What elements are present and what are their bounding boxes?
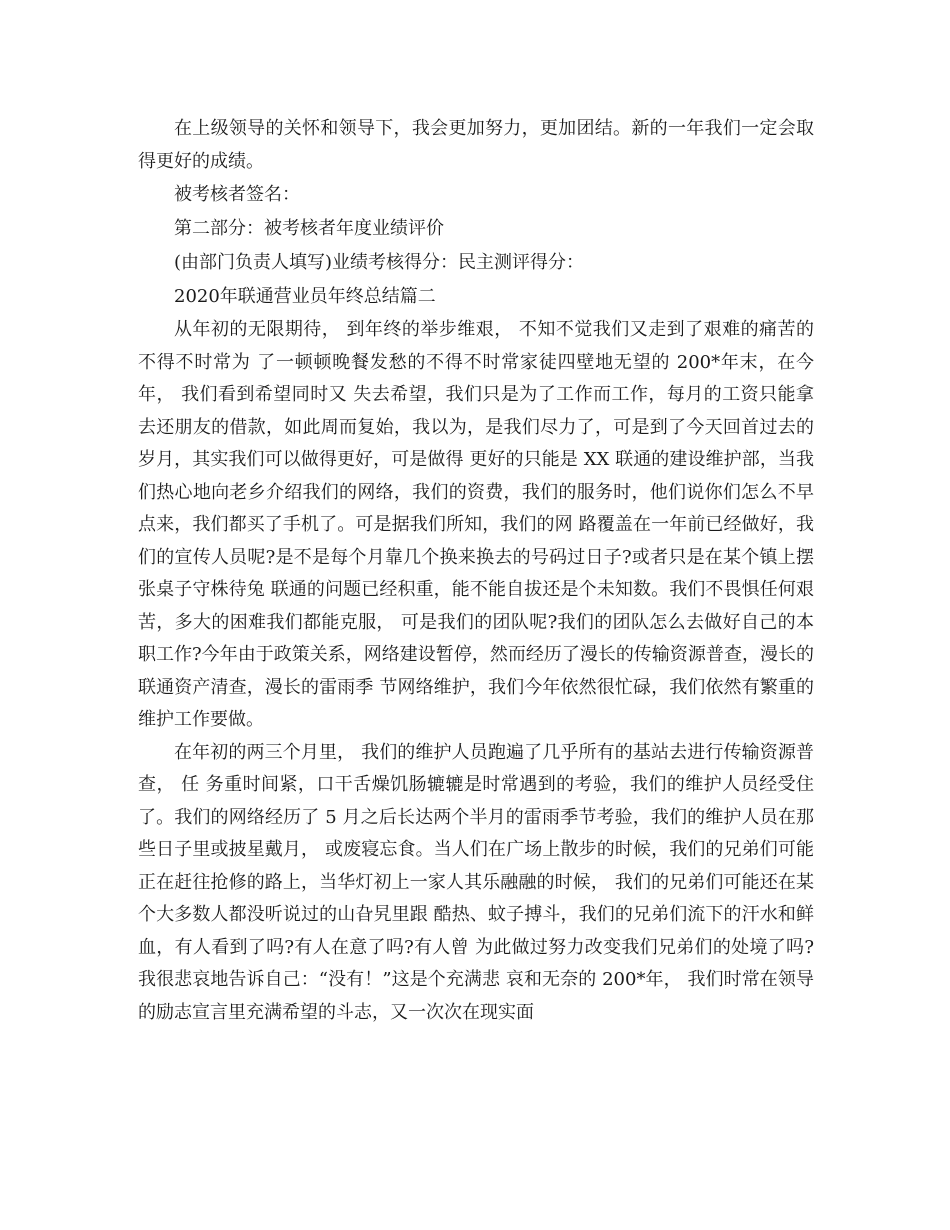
document-body — [138, 113, 814, 1029]
signature-line: 被考核者签名： — [174, 184, 300, 205]
body-paragraph: 从年初的无限期待， 到年终的举步维艰， 不知不觉我们又走到了艰难的痛苦的不得不时常为 了一顿顿晚餐发愁的不得不时常家徒四壁地无望的 200*年末，在今年， 我们看到希望同时又 失去希望，我们只是为了工作而工作，每月的工资只能拿去还朋友的借款，如此周而复始，我以为，是我们尽力了，可是到了今天回首过去的岁月，其实我们可以做得更好，可是做得 更好的只能是 XX 联通的建设维护部，当我们热心地向老乡介绍我们的网络，我们的资费，我们的服务时，他们说你们怎么不早点来，我们都买了手机了。可是据我们所知，我们的网 路覆盖在一年前已经做好，我们的宣传人员呢?是不是每个月靠几个换来换去的号码过日子?或者只是在某个镇上摆张桌子守株待兔 联通的问题已经积重，能不能自拔还是个未知数。我们不畏惧任何艰苦，多大的困难我们都能克服， 可是我们的团队呢?我们的团队怎么去做好自己的本职工作?今年由于政策关系，网络建设暂停，然而经历了漫长的传输资源普查，漫长的联通资产清查，漫长的雷雨季 节网络维护，我们今年依然很忙碌，我们依然有繁重的维护工作要做。 — [138, 319, 814, 730]
article-title: 2020年联通营业员年终总结篇二 — [174, 286, 436, 307]
closing-paragraph: 在上级领导的关怀和领导下，我会更加努力，更加团结。新的一年我们一定会取得更好的成绩。 — [138, 118, 814, 172]
section-heading: 第二部分：被考核者年度业绩评价 — [174, 218, 444, 239]
score-line: (由部门负责人填写)业绩考核得分：民主测评得分： — [174, 252, 585, 273]
body-paragraph: 在年初的两三个月里， 我们的维护人员跑遍了几乎所有的基站去进行传输资源普查， 任 务重时间紧，口干舌燥饥肠辘辘是时常遇到的考验，我们的维护人员经受住了。我们的网络经历了 5 月之后长达两个半月的雷雨季节考验，我们的维护人员在那些日子里或披星戴月， 或废寝忘食。当人们在广场上散步的时候，我们的兄弟们可能正在赶往抢修的路上，当华灯初上一家人其乐融融的时候， 我们的兄弟们可能还在某个大多数人都没听说过的山旮旯里跟 酷热、蚊子搏斗，我们的兄弟们流下的汗水和鲜血，有人看到了吗?有人在意了吗?有人曾 为此做过努力改变我们兄弟们的处境了吗?我很悲哀地告诉自己：“没有！”这是个充满悲 哀和无奈的 200*年， 我们时常在领导的励志宣言里充满希望的斗志，又一次次在现实面 — [138, 741, 814, 1023]
